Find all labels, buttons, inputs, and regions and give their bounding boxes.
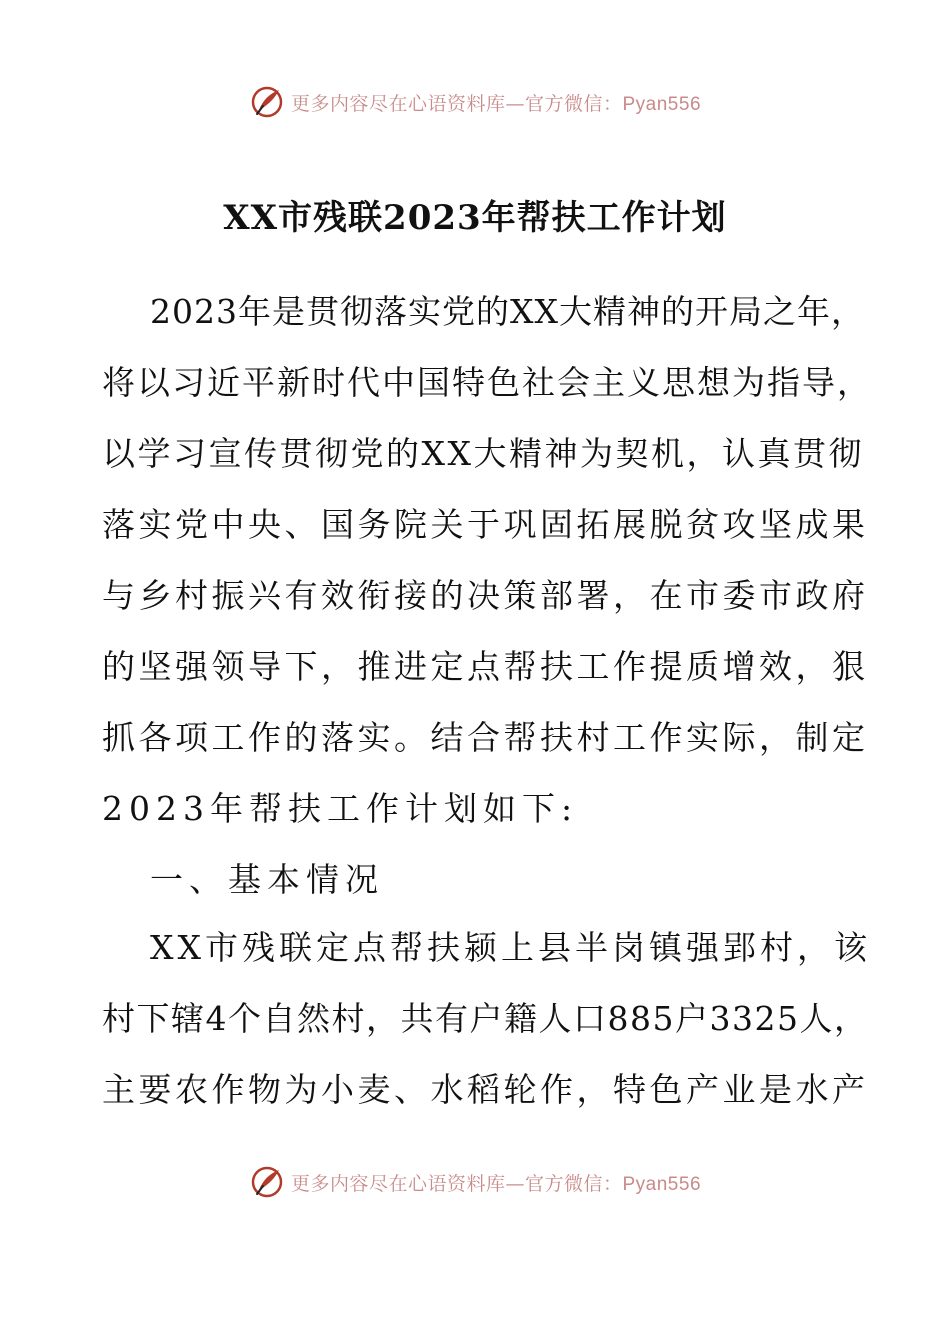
body-line: XX市残联定点帮扶颍上县半岗镇强郢村，该	[150, 928, 871, 967]
body-line: 2023年帮扶工作计划如下:	[102, 789, 579, 828]
watermark-header	[0, 82, 950, 122]
body-line: 以学习宣传贯彻党的XX大精神为契机，认真贯彻	[102, 434, 864, 473]
body-line: 与乡村振兴有效衔接的决策部署，在市委市政府	[102, 576, 869, 615]
body-line: 村下辖4个自然村，共有户籍人口885户3325人，	[102, 999, 869, 1038]
body-line: 落实党中央、国务院关于巩固拓展脱贫攻坚成果	[102, 505, 869, 544]
watermark-handle: Pyan556	[622, 1173, 702, 1195]
watermark-text: 更多内容尽在心语资料库—官方微信：Pyan556	[290, 92, 702, 115]
document-title: XX市残联2023年帮扶工作计划	[223, 198, 727, 238]
body-line: 将以习近平新时代中国特色社会主义思想为指导，	[102, 363, 872, 402]
body-line: 抓各项工作的落实。结合帮扶村工作实际，制定	[102, 718, 869, 757]
quill-logo-icon	[249, 1164, 285, 1200]
section-heading: 一、基本情况	[150, 860, 384, 899]
body-line: 主要农作物为小麦、水稻轮作，特色产业是水产	[102, 1070, 869, 1109]
body-line: 的坚强领导下，推进定点帮扶工作提质增效，狠	[102, 647, 869, 686]
watermark-footer	[0, 1162, 950, 1202]
watermark-handle: Pyan556	[622, 93, 702, 115]
body-line: 2023年是贯彻落实党的XX大精神的开局之年，	[150, 292, 865, 331]
watermark-text: 更多内容尽在心语资料库—官方微信：Pyan556	[290, 1172, 702, 1195]
quill-logo-icon	[249, 84, 285, 120]
